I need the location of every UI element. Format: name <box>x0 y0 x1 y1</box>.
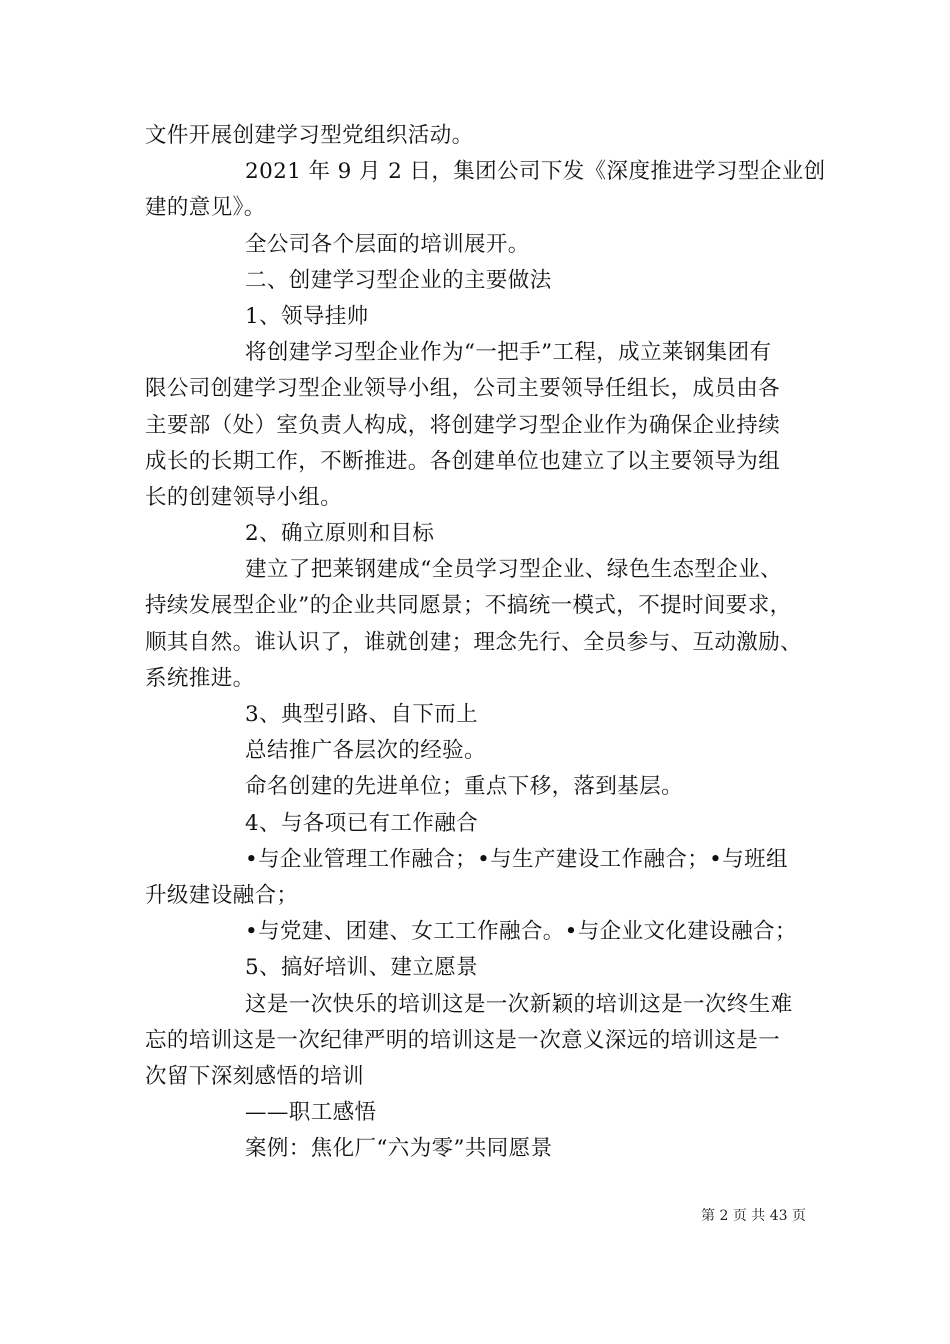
text-line: 二、创建学习型企业的主要做法 <box>245 267 552 293</box>
text-line: 5、搞好培训、建立愿景 <box>245 955 479 981</box>
text-line: 主要部（处）室负责人构成，将创建学习型企业作为确保企业持续 <box>145 412 781 438</box>
text-line: 总结推广各层次的经验。 <box>245 738 486 764</box>
text-line: 长的创建领导小组。 <box>145 484 343 510</box>
text-line: 4、与各项已有工作融合 <box>245 810 479 836</box>
text-line: 2、确立原则和目标 <box>245 521 435 547</box>
page-number-footer: 第 2 页 共 43 页 <box>701 1208 806 1224</box>
text-line: 顺其自然。谁认识了，谁就创建；理念先行、全员参与、互动激励、 <box>145 629 803 655</box>
text-line: 持续发展型企业”的企业共同愿景；不搞统一模式，不提时间要求， <box>145 593 792 619</box>
text-line: 升级建设融合； <box>145 882 299 908</box>
text-line: 文件开展创建学习型党组织活动。 <box>145 123 474 148</box>
text-line: 这是一次快乐的培训这是一次新颖的培训这是一次终生难 <box>245 991 793 1017</box>
text-line: 全公司各个层面的培训展开。 <box>245 231 530 257</box>
text-line: 1、领导挂帅 <box>245 303 369 329</box>
text-line: 成长的长期工作，不断推进。各创建单位也建立了以主要领导为组 <box>145 448 781 474</box>
text-line: 次留下深刻感悟的培训 <box>145 1063 365 1089</box>
text-line: •与企业管理工作融合；•与生产建设工作融合；•与班组 <box>245 846 788 872</box>
text-line: 忘的培训这是一次纪律严明的培训这是一次意义深远的培训这是一 <box>145 1027 781 1053</box>
text-line: 案例：焦化厂“六为零”共同愿景 <box>245 1136 553 1162</box>
text-line: 3、典型引路、自下而上 <box>245 702 479 727</box>
text-line: 建立了把莱钢建成“全员学习型企业、绿色生态型企业、 <box>245 557 782 583</box>
text-line: 2021 年 9 月 2 日，集团公司下发《深度推进学习型企业创 <box>245 159 826 185</box>
document-body <box>145 118 826 1167</box>
text-line: 命名创建的先进单位；重点下移，落到基层。 <box>245 774 684 800</box>
text-line: ——职工感悟 <box>245 1100 377 1126</box>
text-line: 系统推进。 <box>145 665 255 691</box>
text-line: 将创建学习型企业作为“一把手”工程，成立莱钢集团有 <box>245 340 772 366</box>
text-line: 限公司创建学习型企业领导小组，公司主要领导任组长，成员由各 <box>145 376 781 402</box>
text-line: •与党建、团建、女工工作融合。•与企业文化建设融合； <box>245 919 797 945</box>
text-line: 建的意见》。 <box>145 195 266 221</box>
